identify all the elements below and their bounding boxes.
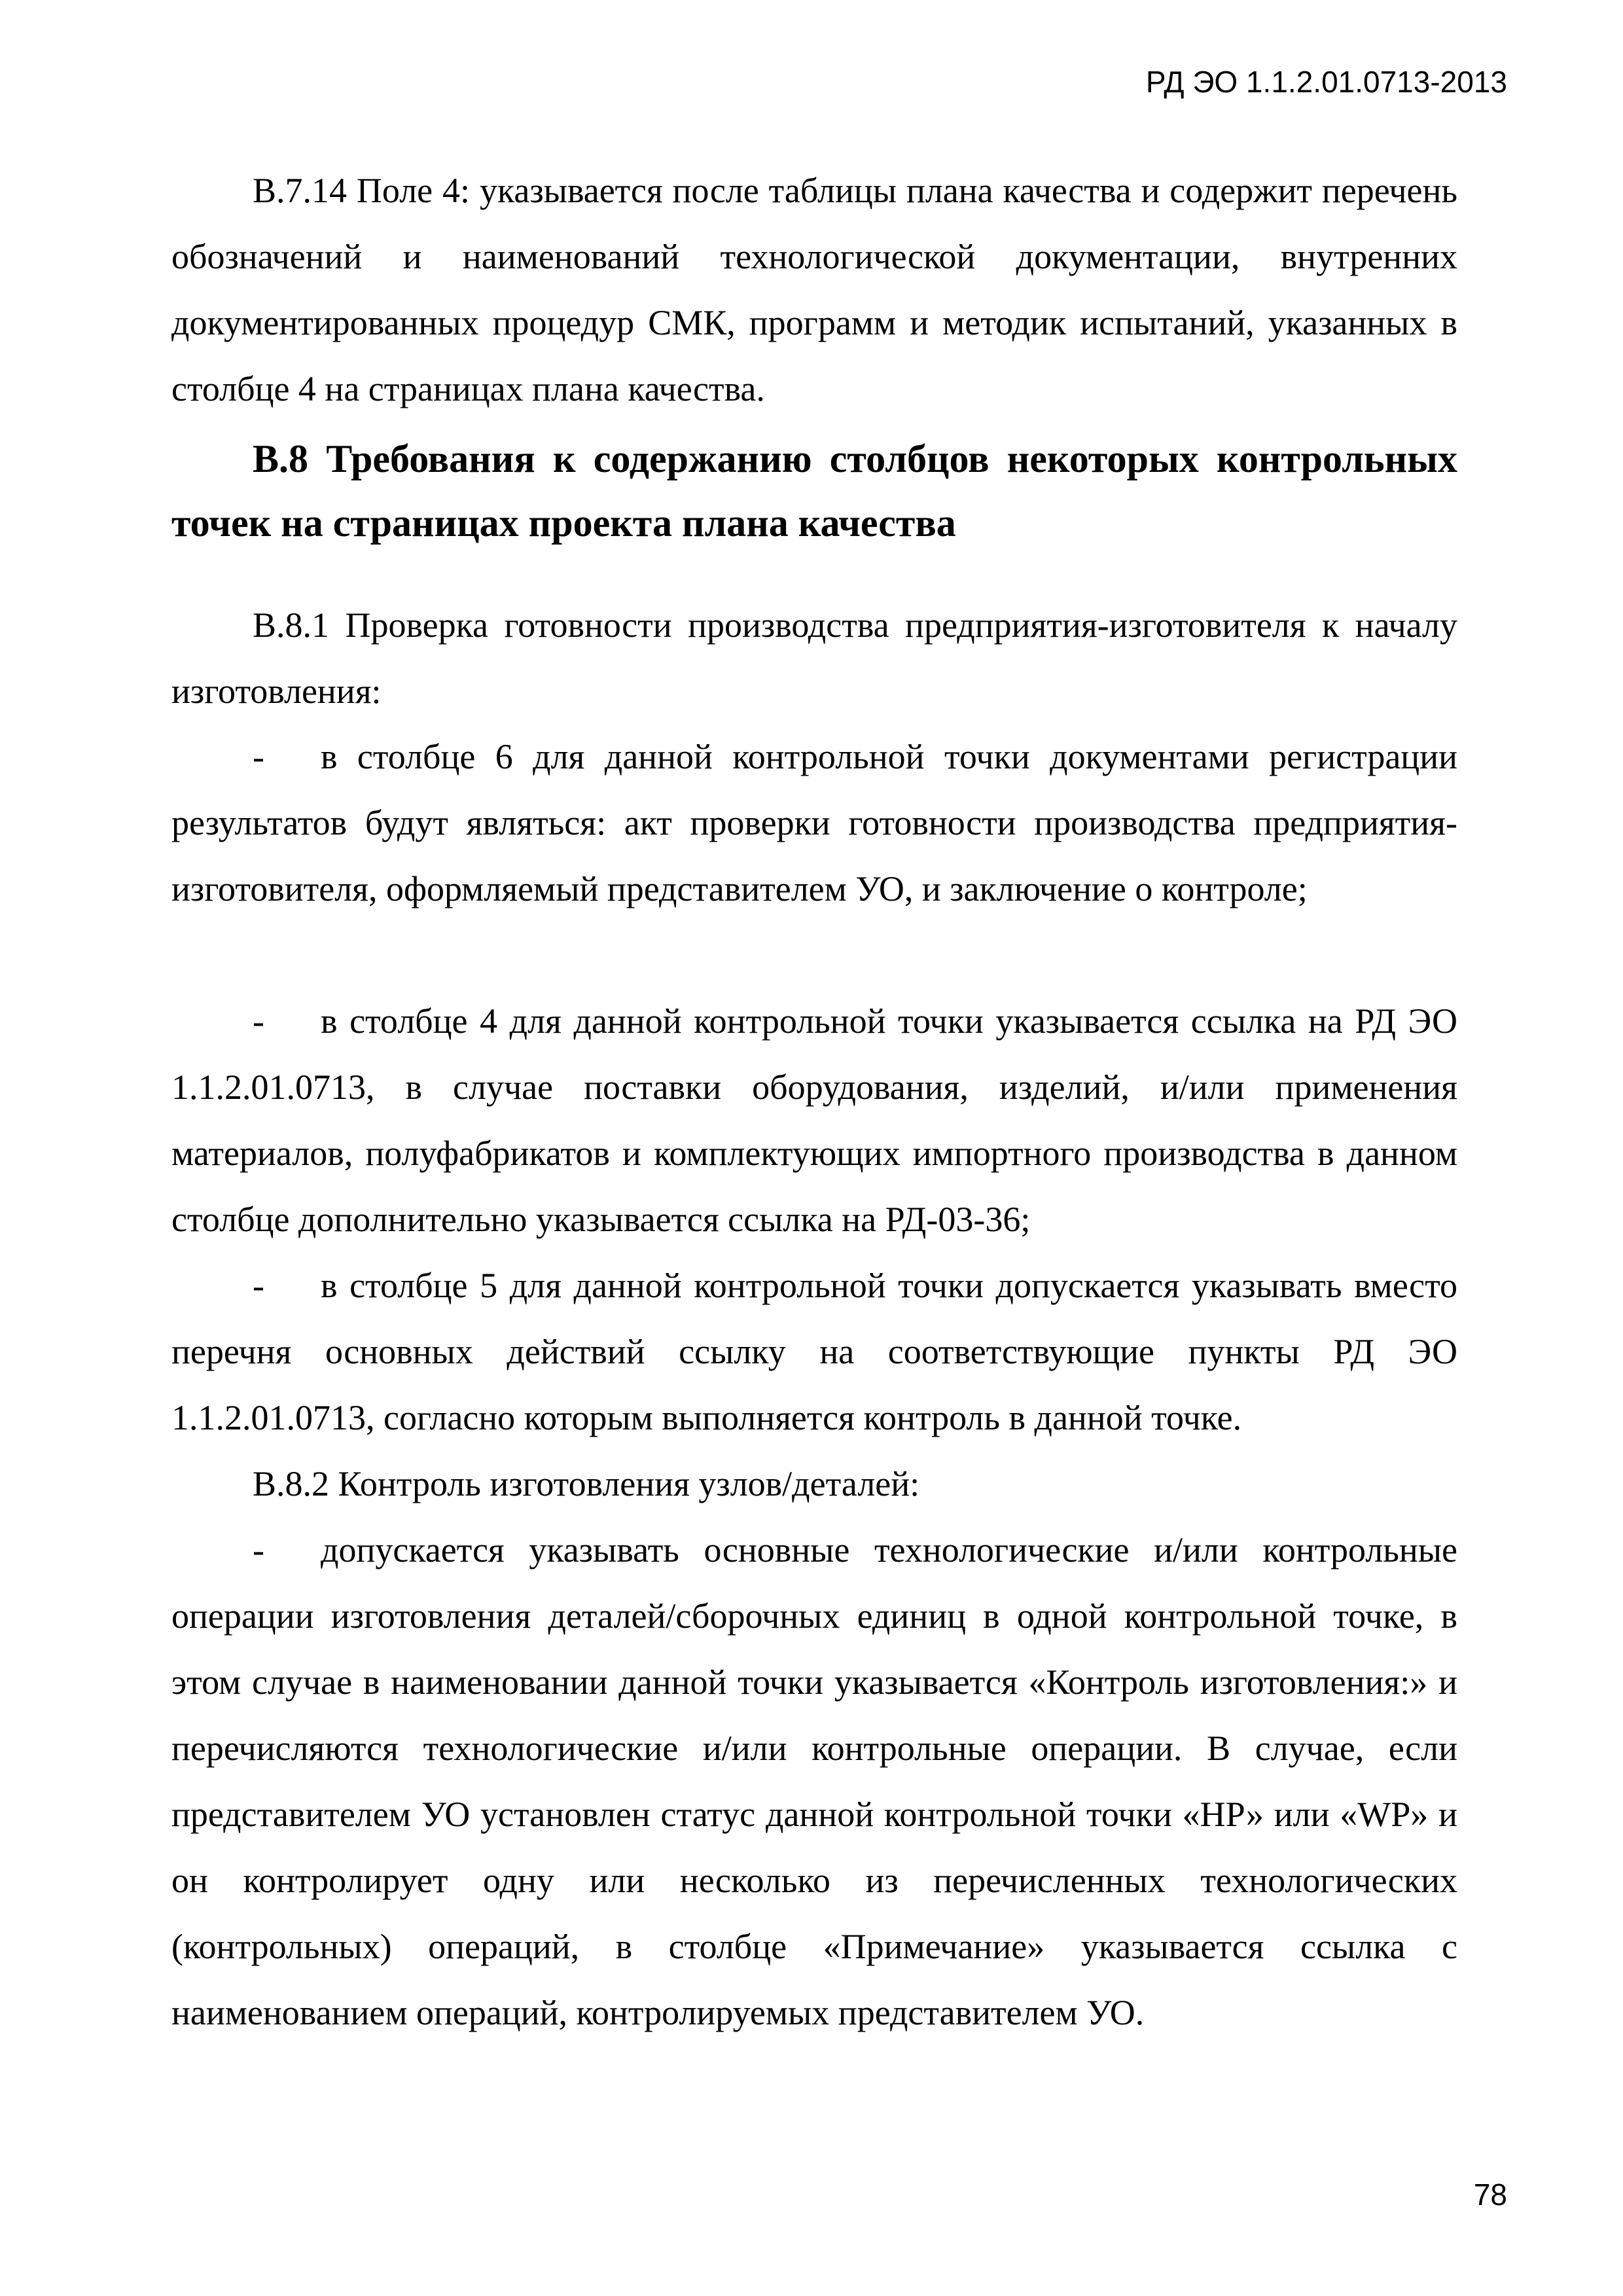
section-heading-b-8: В.8 Требования к содержанию столбцов некоторых контрольных точек на страницах проекта плана качества xyxy=(171,437,1457,545)
list-item-text: в столбце 4 для данной контрольной точки указывается ссылка на РД ЭО 1.1.2.01.0713, в случае поставки оборудования, изделий, и/или применения материалов, полуфабрикатов и комплектующих импортного производства в данном столбце дополнительно указывается ссылка на РД-03-36; xyxy=(171,1001,1457,1239)
list-item-b-8-1-col5 xyxy=(171,1253,1457,1451)
page-number: 78 xyxy=(1473,2178,1507,2212)
paragraph-b-8-1: В.8.1 Проверка готовности производства предприятия-изготовителя к началу изготовления: xyxy=(171,605,1457,711)
list-dash: - xyxy=(253,1530,264,1570)
list-item-b-8-2 xyxy=(171,1517,1457,2046)
document-code-header: РД ЭО 1.1.2.01.0713-2013 xyxy=(1145,65,1507,99)
paragraph-b-7-14: В.7.14 Поле 4: указывается после таблицы плана качества и содержит перечень обозначений и наименований технологической документации, внутренних документированных процедур СМК, программ и методик испытаний, указанных в столбце 4 на страницах плана качества. xyxy=(171,171,1457,408)
list-dash: - xyxy=(253,1001,264,1041)
list-dash: - xyxy=(253,1266,264,1305)
list-item-text: допускается указывать основные технологические и/или контрольные операции изготовления деталей/сборочных единиц в одной контрольной точке, в этом случае в наименовании данной точки указывается «Контроль изготовления:» и перечисляются технологические и/или контрольные операции. В случае, если представителем УО установлен статус данной контрольной точки «НР» или «WP» и он контролирует одну или несколько из перечисленных технологических (контрольных) операций, в столбце «Примечание» указывается ссылка с наименованием операций, контролируемых представителем УО. xyxy=(171,1530,1457,2032)
list-item-b-8-1-col6 xyxy=(171,724,1457,922)
list-dash: - xyxy=(253,737,264,776)
list-item-text: в столбце 5 для данной контрольной точки допускается указывать вместо перечня основных действий ссылку на соответствующие пункты РД ЭО 1.1.2.01.0713, согласно которым выполняется контроль в данной точке. xyxy=(171,1266,1457,1437)
list-item-b-8-1-col4 xyxy=(171,988,1457,1253)
list-item-text: в столбце 6 для данной контрольной точки документами регистрации результатов будут являться: акт проверки готовности производства предприятия-изготовителя, оформляемый представителем УО, и заключение о контроле; xyxy=(171,737,1457,908)
paragraph-b-8-2: В.8.2 Контроль изготовления узлов/деталей: xyxy=(253,1464,920,1503)
